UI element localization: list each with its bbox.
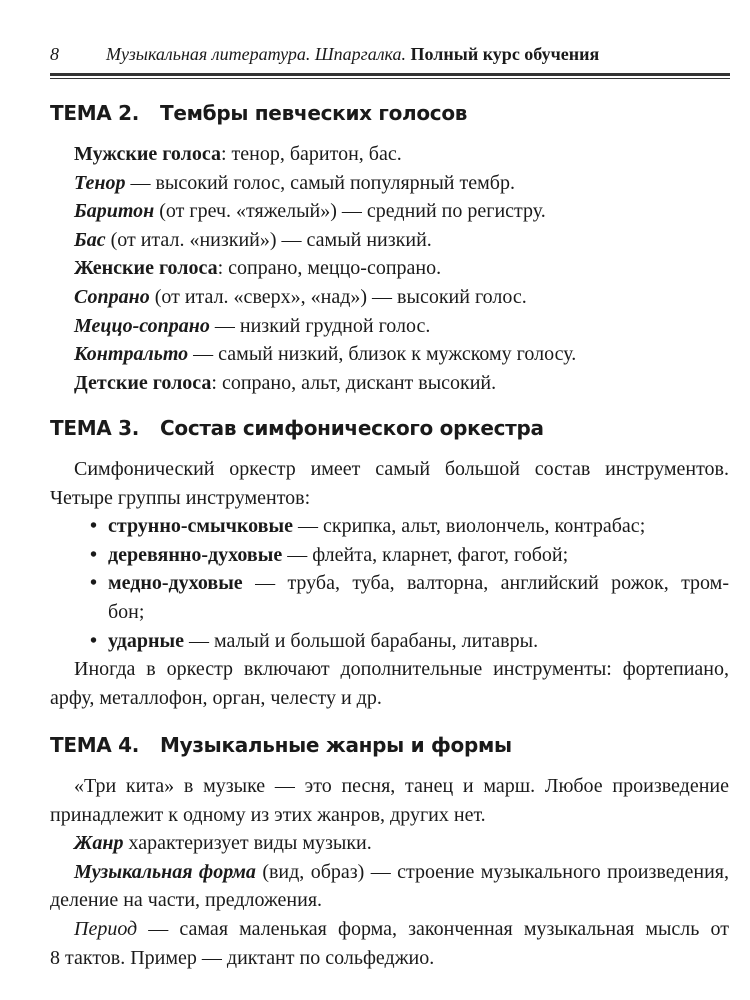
book-title bbox=[106, 44, 599, 65]
text-line bbox=[50, 655, 729, 684]
section-tema-4 bbox=[50, 730, 729, 972]
term: Жанр bbox=[74, 832, 124, 855]
text-line bbox=[50, 944, 729, 973]
text-run: характеризует виды музыки. bbox=[123, 832, 372, 855]
section-body bbox=[50, 455, 729, 712]
text-run: (от греч. «тяжелый») — средний по регистру. bbox=[154, 200, 546, 223]
term: струнно-смычковые bbox=[108, 515, 293, 538]
text-run: — самый низкий, близок к мужскому голосу. bbox=[188, 343, 577, 366]
term: деревянно-духовые bbox=[108, 543, 283, 566]
text-run: (от итал. «сверх», «над») — высокий голос. bbox=[149, 285, 527, 308]
text-run: — труба, туба, валторна, английский рожок, тром- bbox=[242, 572, 729, 595]
text-run: (от итал. «низкий») — самый низкий. bbox=[105, 228, 432, 251]
text-run: — флейта, кларнет, фагот, гобой; bbox=[282, 543, 569, 566]
text-line bbox=[50, 283, 729, 312]
heading-number: ТЕМА 2. bbox=[50, 101, 140, 125]
heading-number: ТЕМА 4. bbox=[50, 733, 140, 757]
text-run: Иногда в оркестр включают дополнительные инструменты: фортепиано, bbox=[74, 658, 729, 681]
text-run: принадлежит к одному из этих жанров, других нет. bbox=[50, 803, 486, 826]
bullet-item bbox=[50, 569, 729, 598]
text-run: : тенор, баритон, бас. bbox=[220, 143, 402, 165]
term: Женские голоса bbox=[74, 257, 218, 280]
heading-title: Тембры певческих голосов bbox=[160, 101, 468, 125]
text-line bbox=[50, 340, 729, 369]
text-line bbox=[50, 598, 729, 627]
section-body bbox=[50, 772, 729, 972]
term: медно-духовые bbox=[108, 572, 243, 595]
text-run: «Три кита» в музыке — это песня, танец и марш. Любое произведение bbox=[74, 775, 729, 797]
text-line bbox=[50, 169, 729, 198]
term: Сопрано bbox=[74, 285, 150, 308]
text-run: — низкий грудной голос. bbox=[209, 314, 431, 337]
term: Период bbox=[74, 917, 138, 940]
bullet-item bbox=[50, 627, 729, 656]
text-line bbox=[50, 140, 729, 169]
text-run: Симфонический оркестр имеет самый большой состав инструментов. bbox=[74, 458, 729, 480]
term: Бас bbox=[74, 228, 106, 251]
text-line bbox=[50, 197, 729, 226]
text-run: Четыре группы инструментов: bbox=[50, 486, 311, 509]
section-tema-3 bbox=[50, 413, 729, 712]
text-run: деление на части, предложения. bbox=[50, 889, 323, 912]
term: Тенор bbox=[74, 171, 126, 194]
text-line bbox=[50, 915, 729, 944]
header-rule-thick bbox=[50, 73, 730, 76]
bullet-item bbox=[50, 512, 729, 541]
book-title-italic: Музыкальная литература. Шпаргалка. bbox=[106, 44, 407, 64]
term: Баритон bbox=[74, 200, 155, 223]
text-line bbox=[50, 254, 729, 283]
book-title-bold: Полный курс обучения bbox=[410, 44, 600, 64]
term: Контральто bbox=[74, 343, 189, 366]
term: ударные bbox=[108, 629, 184, 652]
term: Музыкальная форма bbox=[74, 860, 256, 883]
bullet-item bbox=[50, 541, 729, 570]
text-line bbox=[50, 455, 729, 484]
text-run: : сопрано, альт, дискант высокий. bbox=[211, 371, 497, 394]
heading-title: Состав симфонического оркестра bbox=[160, 416, 544, 440]
header-rule-thin bbox=[50, 78, 730, 79]
heading-number: ТЕМА 3. bbox=[50, 416, 140, 440]
text-line bbox=[50, 484, 729, 513]
section-body bbox=[50, 140, 729, 397]
section-tema-2 bbox=[50, 98, 729, 397]
text-line bbox=[50, 886, 729, 915]
text-run: (вид, образ) — строение музыкального произведения, bbox=[255, 860, 729, 883]
text-run: 8 тактов. Пример — диктант по сольфеджио. bbox=[50, 946, 435, 969]
text-run: арфу, металлофон, орган, челесту и др. bbox=[50, 686, 382, 709]
text-line bbox=[50, 684, 729, 713]
text-line bbox=[50, 772, 729, 801]
text-run: бон; bbox=[108, 600, 145, 623]
text-run: — самая маленькая форма, законченная музыкальная мысль от bbox=[137, 917, 729, 940]
section-heading bbox=[50, 98, 729, 128]
text-run: — малый и большой барабаны, литавры. bbox=[184, 629, 539, 652]
term: Меццо-сопрано bbox=[74, 314, 210, 337]
text-run: — скрипка, альт, виолончель, контрабас; bbox=[292, 515, 646, 538]
text-run: : сопрано, меццо-сопрано. bbox=[217, 257, 442, 280]
text-line bbox=[50, 369, 729, 398]
text-line bbox=[50, 312, 729, 341]
term: Детские голоса bbox=[74, 371, 212, 394]
page-number: 8 bbox=[50, 44, 59, 64]
text-line bbox=[50, 226, 729, 255]
text-run: — высокий голос, самый популярный тембр. bbox=[125, 171, 515, 194]
term: Мужские голоса bbox=[74, 143, 221, 165]
section-heading bbox=[50, 730, 729, 760]
text-line bbox=[50, 858, 729, 887]
heading-title: Музыкальные жанры и формы bbox=[160, 733, 512, 757]
text-line bbox=[50, 801, 729, 830]
section-heading bbox=[50, 413, 729, 443]
text-line bbox=[50, 829, 729, 858]
